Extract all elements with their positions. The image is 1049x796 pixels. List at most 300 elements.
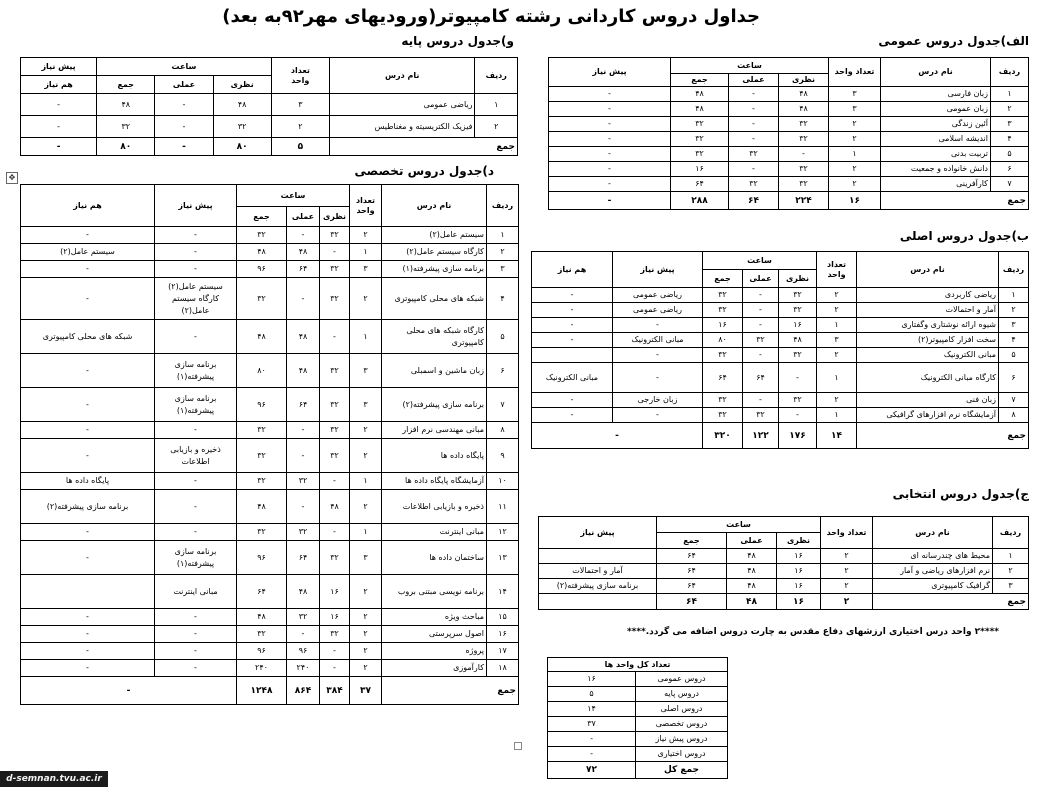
elective-courses-heading: ج)جدول دروس انتخابی — [892, 487, 1029, 501]
total-sum: ۳۲۰ — [703, 423, 743, 449]
course-units: ۲ — [817, 348, 857, 363]
table-row — [539, 579, 1029, 594]
row-number: ۷ — [991, 177, 1029, 192]
resize-handle-icon[interactable] — [514, 742, 522, 750]
col-practical: عملی — [155, 76, 213, 94]
prerequisite: - — [613, 363, 703, 393]
row-number: ۲ — [993, 564, 1029, 579]
corequisite: - — [21, 524, 155, 541]
practical-hours: ۴۸ — [727, 564, 777, 579]
row-number: ۱۰ — [487, 473, 519, 490]
summary-total-row — [548, 762, 728, 779]
col-total: جمع — [237, 207, 287, 227]
theory-hours: ۳۲ — [779, 288, 817, 303]
col-theory: نظری — [320, 207, 350, 227]
total-hours: ۳۲ — [703, 303, 743, 318]
prerequisite: - — [155, 422, 237, 439]
prerequisite — [539, 549, 657, 564]
prerequisite: - — [155, 660, 237, 677]
col-hours: ساعت — [657, 517, 821, 533]
course-units: ۲ — [350, 422, 382, 439]
theory-hours: ۴۸ — [213, 94, 271, 116]
total-hours: ۲۴۰ — [237, 660, 287, 677]
col-prereq: پیش نیاز — [539, 517, 657, 549]
units-line2: واحد — [356, 205, 375, 215]
theory-hours: - — [320, 244, 350, 261]
table-row — [21, 227, 519, 244]
course-units: ۱ — [817, 408, 857, 423]
total-label: جمع — [857, 423, 1029, 449]
theory-hours: ۳۲ — [779, 162, 829, 177]
corequisite: برنامه سازی پیشرفته(۲) — [21, 490, 155, 524]
prerequisite: مبانی الکترونیک — [613, 333, 703, 348]
corequisite: - — [21, 626, 155, 643]
practical-hours: - — [287, 227, 320, 244]
prerequisite: مبانی اینترنت — [155, 575, 237, 609]
theory-hours: - — [320, 660, 350, 677]
theory-hours: ۴۸ — [779, 87, 829, 102]
course-name: زبان فارسی — [881, 87, 991, 102]
corequisite: - — [532, 408, 613, 423]
theory-hours: - — [320, 524, 350, 541]
summary-label: دروس پایه — [636, 687, 728, 702]
row-number: ۱۶ — [487, 626, 519, 643]
course-units: ۲ — [817, 288, 857, 303]
practical-hours: - — [155, 94, 213, 116]
col-total: جمع — [671, 74, 729, 87]
row-number: ۲ — [991, 102, 1029, 117]
total-hours: ۳۲ — [703, 393, 743, 408]
general-courses-table — [548, 57, 1029, 210]
row-number: ۶ — [487, 354, 519, 388]
practical-hours: - — [743, 303, 779, 318]
practical-hours: ۳۲ — [743, 333, 779, 348]
course-name: مبانی مهندسی نرم افزار — [382, 422, 487, 439]
practical-hours: ۳۲ — [287, 473, 320, 490]
practical-hours: ۳۲ — [729, 147, 779, 162]
corequisite: - — [21, 422, 155, 439]
row-number: ۱ — [475, 94, 518, 116]
summary-value: - — [548, 732, 636, 747]
total-hours: ۹۶ — [237, 541, 287, 575]
practical-hours: ۳۲ — [743, 408, 779, 423]
table-row — [21, 354, 519, 388]
theory-hours: - — [320, 320, 350, 354]
total-hours: ۹۶ — [237, 261, 287, 278]
units-line2: واحد — [291, 75, 310, 85]
course-units: ۲ — [350, 626, 382, 643]
total-row — [539, 594, 1029, 610]
course-name: تربیت بدنی — [881, 147, 991, 162]
theory-hours: - — [779, 363, 817, 393]
total-units: ۵ — [271, 138, 329, 156]
course-name: کارگاه شبکه های محلی کامپیوتری — [382, 320, 487, 354]
course-name: مبانی الکترونیک — [857, 348, 999, 363]
prerequisite: - — [549, 117, 671, 132]
total-hours: ۴۸ — [237, 320, 287, 354]
theory-hours: ۱۶ — [777, 564, 821, 579]
prerequisite: - — [549, 162, 671, 177]
basic-courses-heading: و)جدول دروس پایه — [401, 34, 514, 48]
course-units: ۱ — [817, 318, 857, 333]
table-row — [532, 408, 1029, 423]
col-name: نام درس — [329, 58, 475, 94]
row-number: ۲ — [487, 244, 519, 261]
summary-label: دروس عمومی — [636, 672, 728, 687]
course-units: ۲ — [829, 177, 881, 192]
corequisite: - — [21, 227, 155, 244]
total-theory: ۳۸۴ — [320, 677, 350, 705]
prerequisite: سیستم عامل(۲) کارگاه سیستم عامل(۲) — [155, 278, 237, 320]
row-number: ۶ — [999, 363, 1029, 393]
table-row — [21, 116, 518, 138]
theory-hours: ۱۶ — [777, 549, 821, 564]
table-row — [532, 288, 1029, 303]
practical-hours: - — [155, 116, 213, 138]
table-row — [549, 102, 1029, 117]
units-line1: تعداد — [356, 195, 375, 205]
table-row — [21, 261, 519, 278]
course-units: ۳ — [817, 333, 857, 348]
total-units: ۱۶ — [829, 192, 881, 210]
prerequisite: - — [155, 490, 237, 524]
theory-hours: - — [320, 643, 350, 660]
prerequisite: - — [549, 147, 671, 162]
practical-hours: ۳۲ — [287, 609, 320, 626]
course-name: زبان فنی — [857, 393, 999, 408]
course-name: کارگاه سیستم عامل(۲) — [382, 244, 487, 261]
table-row — [21, 660, 519, 677]
course-name: نرم افزارهای ریاضی و آمار — [873, 564, 993, 579]
prerequisite: - — [155, 643, 237, 660]
table-row — [21, 439, 519, 473]
table-row — [549, 132, 1029, 147]
table-row — [21, 575, 519, 609]
total-hours: ۳۲ — [671, 117, 729, 132]
course-units: ۲ — [817, 393, 857, 408]
table-row — [21, 278, 519, 320]
prerequisite: - — [549, 102, 671, 117]
course-units: ۱ — [817, 363, 857, 393]
row-number: ۱ — [999, 288, 1029, 303]
col-prereq: پیش نیاز — [21, 58, 97, 76]
course-units: ۱ — [350, 473, 382, 490]
practical-hours: ۶۴ — [287, 388, 320, 422]
total-hours: ۴۸ — [671, 102, 729, 117]
course-name: گرافیک کامپیوتری — [873, 579, 993, 594]
row-number: ۱۷ — [487, 643, 519, 660]
practical-hours: - — [729, 117, 779, 132]
summary-row — [548, 672, 728, 687]
prerequisite: - — [155, 626, 237, 643]
summary-row — [548, 717, 728, 732]
row-number: ۱۸ — [487, 660, 519, 677]
total-hours: ۹۶ — [237, 643, 287, 660]
col-name: نام درس — [881, 58, 991, 87]
table-row — [532, 318, 1029, 333]
summary-value: ۱۴ — [548, 702, 636, 717]
practical-hours: ۴۸ — [287, 354, 320, 388]
table-row — [532, 348, 1029, 363]
corequisite: شبکه های محلی کامپیوتری — [21, 320, 155, 354]
col-name: نام درس — [873, 517, 993, 549]
total-sum: ۲۸۸ — [671, 192, 729, 210]
course-units: ۲ — [350, 227, 382, 244]
practical-hours: ۴۸ — [287, 244, 320, 261]
corequisite: - — [21, 439, 155, 473]
prerequisite: - — [155, 473, 237, 490]
course-name: زبان عمومی — [881, 102, 991, 117]
total-theory: ۲۲۴ — [779, 192, 829, 210]
course-name: آزمایشگاه نرم افزارهای گرافیکی — [857, 408, 999, 423]
col-units — [271, 58, 329, 94]
course-name: کارآموزی — [382, 660, 487, 677]
practical-hours: - — [287, 422, 320, 439]
total-hours: ۳۲ — [237, 227, 287, 244]
summary-total-value: ۷۲ — [548, 762, 636, 779]
total-label: جمع — [382, 677, 519, 705]
theory-hours: ۱۶ — [320, 609, 350, 626]
col-prereq: پیش نیاز — [613, 252, 703, 288]
total-row — [532, 423, 1029, 449]
col-prereq: پیش نیاز — [155, 185, 237, 227]
practical-hours: - — [287, 278, 320, 320]
total-hours: ۸۰ — [703, 333, 743, 348]
theory-hours: ۳۲ — [779, 303, 817, 318]
row-number: ۲ — [475, 116, 518, 138]
practical-hours: ۶۴ — [743, 363, 779, 393]
row-number: ۱ — [993, 549, 1029, 564]
row-number: ۶ — [991, 162, 1029, 177]
total-hours: ۳۲ — [97, 116, 155, 138]
row-number: ۴ — [991, 132, 1029, 147]
summary-row — [548, 732, 728, 747]
prerequisite: برنامه سازی پیشرفته(۱) — [155, 388, 237, 422]
row-number: ۷ — [999, 393, 1029, 408]
course-units: ۲ — [829, 132, 881, 147]
course-name: ساختمان داده ها — [382, 541, 487, 575]
total-units: ۳۷ — [350, 677, 382, 705]
course-name: اندیشه اسلامی — [881, 132, 991, 147]
table-row — [21, 524, 519, 541]
theory-hours: ۳۲ — [320, 278, 350, 320]
col-row: ردیف — [475, 58, 518, 94]
row-number: ۸ — [487, 422, 519, 439]
table-row — [21, 94, 518, 116]
table-row — [549, 147, 1029, 162]
theory-hours: ۳۲ — [320, 626, 350, 643]
course-name: ریاضی عمومی — [329, 94, 475, 116]
prerequisite: - — [549, 177, 671, 192]
row-number: ۲ — [999, 303, 1029, 318]
course-units: ۳ — [350, 541, 382, 575]
course-name: برنامه سازی پیشرفته(۲) — [382, 388, 487, 422]
course-units: ۳ — [829, 87, 881, 102]
total-hours: ۱۶ — [671, 162, 729, 177]
total-hours: ۴۸ — [237, 490, 287, 524]
theory-hours: ۳۲ — [320, 388, 350, 422]
col-hours: ساعت — [671, 58, 829, 74]
course-units: ۲ — [821, 579, 873, 594]
total-theory: ۱۶ — [777, 594, 821, 610]
table-row — [549, 87, 1029, 102]
col-coreq: هم نیاز — [532, 252, 613, 288]
course-name: آئین زندگی — [881, 117, 991, 132]
table-row — [21, 422, 519, 439]
table-row — [532, 363, 1029, 393]
total-prereq: - — [549, 192, 671, 210]
theory-hours: - — [320, 473, 350, 490]
prerequisite: ریاضی عمومی — [613, 303, 703, 318]
course-name: شبکه های محلی کامپیوتری — [382, 278, 487, 320]
course-units: ۲ — [817, 303, 857, 318]
corequisite: - — [532, 288, 613, 303]
prerequisite: ذخیره و بازیابی اطلاعات — [155, 439, 237, 473]
table-row — [21, 473, 519, 490]
course-units: ۲ — [350, 575, 382, 609]
col-hours: ساعت — [97, 58, 272, 76]
total-prereq: - — [532, 423, 703, 449]
general-courses-heading: الف)جدول دروس عمومی — [878, 34, 1029, 48]
col-theory: نظری — [779, 74, 829, 87]
theory-hours: ۳۲ — [779, 348, 817, 363]
row-number: ۳ — [993, 579, 1029, 594]
row-number: ۱۱ — [487, 490, 519, 524]
col-row: ردیف — [999, 252, 1029, 288]
total-hours: ۳۲ — [237, 626, 287, 643]
theory-hours: - — [779, 408, 817, 423]
summary-row — [548, 747, 728, 762]
practical-hours: - — [743, 348, 779, 363]
total-row — [21, 138, 518, 156]
summary-total-label: جمع کل — [636, 762, 728, 779]
table-row — [21, 626, 519, 643]
total-label: جمع — [329, 138, 517, 156]
corequisite: - — [532, 393, 613, 408]
col-hours: ساعت — [703, 252, 817, 270]
corequisite: سیستم عامل(۲) — [21, 244, 155, 261]
page-title: جداول دروس کاردانی رشته کامپیوتر(ورودیهای مهر۹۲به بعد) — [222, 6, 760, 27]
col-total: جمع — [657, 533, 727, 549]
theory-hours: - — [779, 147, 829, 162]
row-number: ۸ — [999, 408, 1029, 423]
row-number: ۳ — [991, 117, 1029, 132]
course-units: ۳ — [829, 102, 881, 117]
course-units: ۲ — [829, 162, 881, 177]
theory-hours: ۳۲ — [779, 177, 829, 192]
units-line2: واحد — [827, 269, 846, 279]
col-theory: نظری — [213, 76, 271, 94]
total-row — [21, 677, 519, 705]
course-units: ۲ — [271, 116, 329, 138]
course-units: ۳ — [350, 261, 382, 278]
total-hours: ۳۲ — [237, 278, 287, 320]
row-number: ۳ — [999, 318, 1029, 333]
prerequisite: برنامه سازی پیشرفته(۲) — [539, 579, 657, 594]
row-number: ۹ — [487, 439, 519, 473]
prerequisite: - — [155, 524, 237, 541]
corequisite: - — [21, 261, 155, 278]
table-row — [539, 564, 1029, 579]
total-hours: ۳۲ — [237, 439, 287, 473]
total-units: ۲ — [821, 594, 873, 610]
practical-hours: - — [729, 162, 779, 177]
prerequisite: برنامه سازی پیشرفته(۱) — [155, 541, 237, 575]
total-hours: ۳۲ — [237, 422, 287, 439]
total-hours: ۴۸ — [671, 87, 729, 102]
row-number: ۱ — [991, 87, 1029, 102]
main-courses-heading: ب)جدول دروس اصلی — [899, 229, 1029, 243]
move-handle-icon[interactable]: ✥ — [6, 172, 18, 184]
total-hours: ۶۴ — [671, 177, 729, 192]
prerequisite: - — [21, 94, 97, 116]
prerequisite: - — [613, 408, 703, 423]
course-name: پایگاه داده ها — [382, 439, 487, 473]
total-hours: ۳۲ — [703, 348, 743, 363]
units-line1: تعداد — [290, 65, 310, 75]
corequisite: - — [532, 333, 613, 348]
corequisite: پایگاه داده ها — [21, 473, 155, 490]
basic-courses-table — [20, 57, 518, 156]
theory-hours: ۳۲ — [320, 422, 350, 439]
summary-label: دروس تخصصی — [636, 717, 728, 732]
summary-row — [548, 687, 728, 702]
theory-hours: ۳۲ — [320, 439, 350, 473]
col-row: ردیف — [487, 185, 519, 227]
col-units — [817, 252, 857, 288]
theory-hours: ۳۲ — [779, 393, 817, 408]
defense-values-note: ****۲ واحد درس اختیاری ارزشهای دفاع مقدس به چارت دروس اضافه می گردد.**** — [626, 627, 999, 637]
row-number: ۵ — [487, 320, 519, 354]
practical-hours: - — [743, 318, 779, 333]
prerequisite: آمار و احتمالات — [539, 564, 657, 579]
course-units: ۲ — [350, 439, 382, 473]
course-units: ۲ — [829, 117, 881, 132]
total-hours: ۱۶ — [703, 318, 743, 333]
practical-hours: ۳۲ — [287, 524, 320, 541]
corequisite — [21, 575, 155, 609]
col-hours: ساعت — [237, 185, 350, 207]
theory-hours: ۱۶ — [777, 579, 821, 594]
course-units: ۲ — [821, 564, 873, 579]
col-practical: عملی — [727, 533, 777, 549]
total-label: جمع — [873, 594, 1029, 610]
col-units: تعداد واحد — [821, 517, 873, 549]
total-row — [549, 192, 1029, 210]
total-hours: ۳۲ — [237, 524, 287, 541]
practical-hours: ۴۸ — [287, 575, 320, 609]
course-units: ۲ — [350, 278, 382, 320]
course-name: پروژه — [382, 643, 487, 660]
prerequisite: - — [155, 244, 237, 261]
course-units: ۲ — [350, 660, 382, 677]
total-hours: ۳۲ — [703, 408, 743, 423]
practical-hours: ۴۸ — [727, 579, 777, 594]
table-row — [21, 643, 519, 660]
total-prereq: - — [21, 138, 97, 156]
practical-hours: - — [287, 626, 320, 643]
practical-hours: ۳۲ — [729, 177, 779, 192]
practical-hours: - — [743, 393, 779, 408]
course-units: ۱ — [829, 147, 881, 162]
corequisite: - — [21, 278, 155, 320]
prerequisite: برنامه سازی پیشرفته(۱) — [155, 354, 237, 388]
course-name: مباحث ویژه — [382, 609, 487, 626]
table-row — [549, 177, 1029, 192]
prerequisite: - — [155, 227, 237, 244]
table-row — [21, 388, 519, 422]
practical-hours: ۹۶ — [287, 643, 320, 660]
